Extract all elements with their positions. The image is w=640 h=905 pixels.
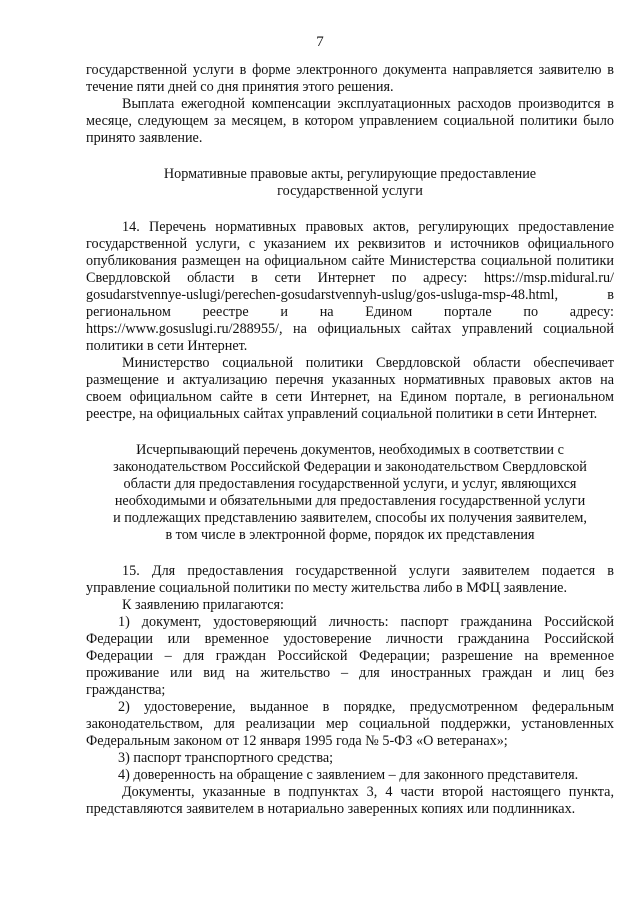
section-heading-line: Нормативные правовые акты, регулирующие предоставление xyxy=(163,166,537,182)
paragraph: К заявлению прилагаются: xyxy=(122,597,284,613)
section-heading-line: и подлежащих представлению заявителем, способы их получения заявителем, xyxy=(113,510,587,526)
section-heading-line: в том числе в электронной форме, порядок их представления xyxy=(165,527,535,543)
section-heading-line: государственной услуги xyxy=(277,183,423,199)
document-body xyxy=(86,62,614,818)
section-heading-line: законодательством Российской Федерации и законодательством Свердловской xyxy=(113,459,587,475)
list-item: 1) документ, удостоверяющий личность: паспорт гражданина Российской Федерации или временное удостоверение личности гражданина Российской Федерации – для граждан Российской Федерации; разрешение на временное проживание или вид на жительство – для иностранных граждан и лиц без гражданства; xyxy=(86,614,614,698)
paragraph: государственной услуги в форме электронного документа направляется заявителю в течение пяти дней со дня принятия этого решения. xyxy=(86,62,614,95)
paragraph-14: 14. Перечень нормативных правовых актов, регулирующих предоставление государственной услуги, с указанием их реквизитов и источников официального опубликования размещен на официальном сайте Министерства социальной политики Свердловской области в сети Интернет по адресу: https://msp.midural.ru/ gosudarstvennye-uslugi/perechen-gosudarstvennyh-uslug/gos-usluga-msp-48.html, в региональном реестре и на Едином портале по адресу: https://www.gosuslugi.ru/288955/, на официальных сайтах управлений социальной политики в сети Интернет. xyxy=(86,219,614,354)
section-heading-line: Исчерпывающий перечень документов, необходимых в соответствии с xyxy=(136,442,564,458)
paragraph: Документы, указанные в подпунктах 3, 4 части второй настоящего пункта, представляются заявителем в нотариально заверенных копиях или подлинниках. xyxy=(86,784,614,817)
list-item: 2) удостоверение, выданное в порядке, предусмотренном федеральным законодательством, для реализации мер социальной поддержки, установленных Федеральным законом от 12 января 1995 года № 5-ФЗ «О ветеранах»; xyxy=(86,699,614,749)
section-heading-line: области для предоставления государственной услуги, и услуг, являющихся xyxy=(123,476,577,492)
paragraph-15: 15. Для предоставления государственной услуги заявителем подается в управление социальной политики по месту жительства либо в МФЦ заявление. xyxy=(86,563,614,596)
page-number: 7 xyxy=(316,34,324,50)
section-heading-line: необходимыми и обязательными для предоставления государственной услуги xyxy=(114,493,586,509)
paragraph: Министерство социальной политики Свердловской области обеспечивает размещение и актуализацию перечня указанных нормативных правовых актов на своем официальном сайте в сети Интернет, на Едином портале, в региональном реестре, на официальных сайтах управлений социальной политики в сети Интернет. xyxy=(86,355,614,422)
paragraph: Выплата ежегодной компенсации эксплуатационных расходов производится в месяце, следующем за месяцем, в котором управлением социальной политики было принято заявление. xyxy=(86,96,614,146)
list-item: 3) паспорт транспортного средства; xyxy=(118,750,334,766)
list-item: 4) доверенность на обращение с заявлением – для законного представителя. xyxy=(118,767,579,783)
